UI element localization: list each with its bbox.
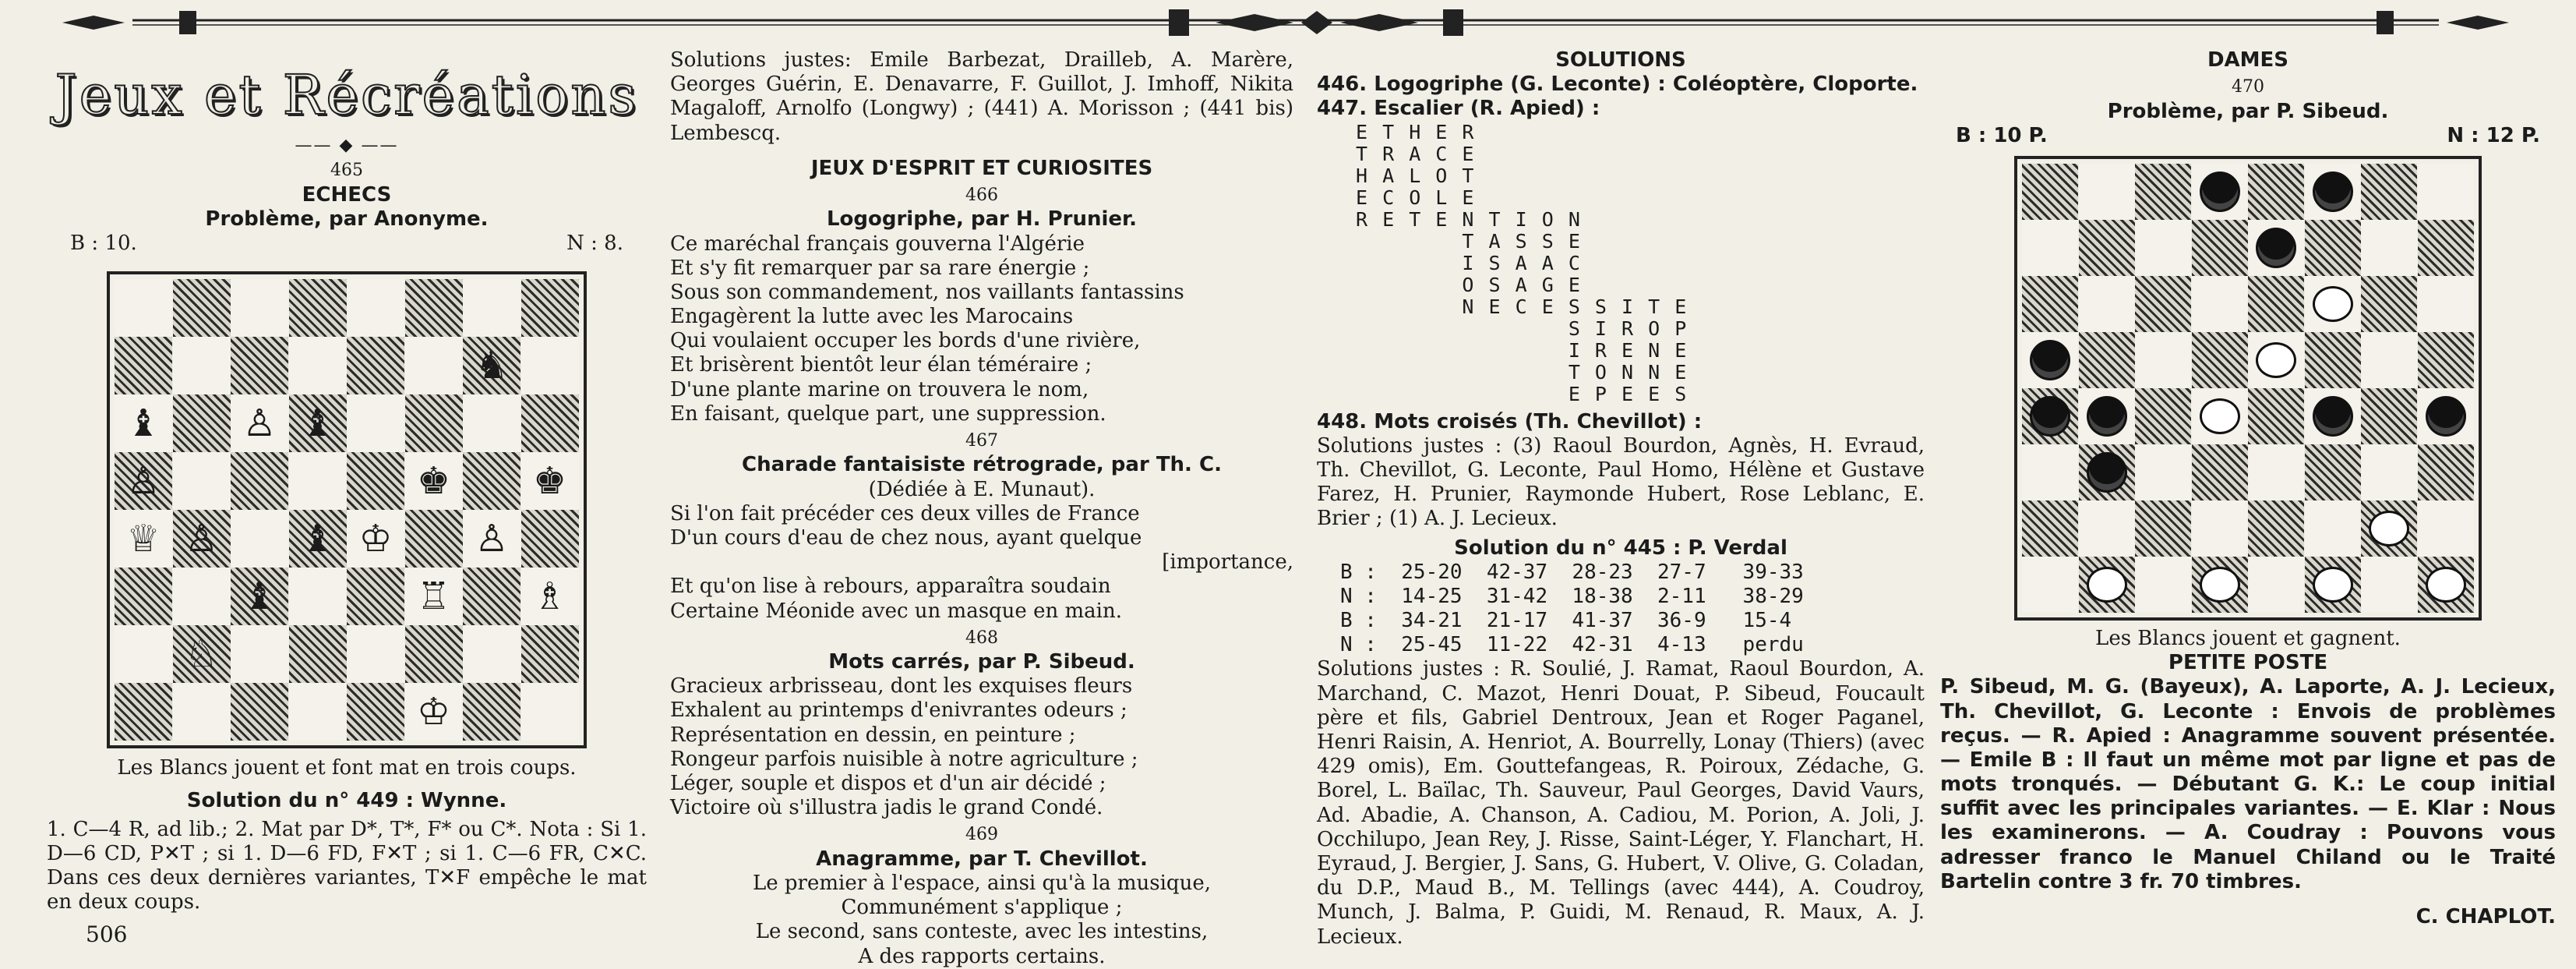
verse-line: Engagèrent la lutte avec les Marocains [670,305,1074,329]
solution-447-title: 447. Escalier (R. Apied) : [1317,97,1600,121]
solution-448-title: 448. Mots croisés (Th. Chevillot) : [1317,409,1703,433]
chess-piece: ♝ [126,401,161,445]
checkers-square [2022,276,2078,332]
board-caption: Les Blancs jouent et gagnent. [2095,626,2401,650]
solution-445-title: Solution du n° 445 : P. Verdal [1454,536,1787,560]
problem-title: Problème, par Anonyme. [205,207,489,231]
chess-piece: ♔ [358,516,393,561]
puzzle-number: 466 [965,185,998,205]
checkers-square [2079,444,2135,500]
chess-square [521,279,579,337]
checkers-square [2361,388,2417,444]
checkers-square [2022,500,2078,557]
checkers-square [2248,557,2304,613]
checkers-square [2135,500,2191,557]
black-checker [2256,228,2296,268]
chess-square [115,279,172,337]
puzzle-verse [670,502,1293,624]
checkers-square [2022,444,2078,500]
verse-line: Et s'y fit remarquer par sa rare énergie ; [670,256,1090,280]
white-piece-count: B : 10 P. [1956,123,2048,147]
chess-square [405,394,463,452]
chess-square [405,279,463,337]
verse-line: D'une plante marine on trouvera le nom, [670,377,1089,401]
checkers-square [2248,276,2304,332]
chess-square [289,568,347,625]
white-piece-count: B : 10. [70,232,137,256]
chess-piece: ♙ [242,401,277,445]
checkers-square [2418,164,2474,220]
white-checker [2256,342,2296,378]
checkers-square [2192,444,2248,500]
black-checker [2313,396,2353,437]
checkers-square [2418,557,2474,613]
checkers-square [2248,220,2304,276]
checkers-square [2248,388,2304,444]
chess-square [463,625,520,683]
checkers-square [2022,388,2078,444]
chess-square [347,625,404,683]
chess-piece: ♙ [475,516,509,561]
black-checker [2087,452,2127,493]
checkers-square [2022,220,2078,276]
chess-piece: ♙ [184,516,219,561]
chess-square [115,625,172,683]
top-ornament [0,0,2576,47]
checkers-square [2418,500,2474,557]
checkers-square [2192,332,2248,388]
chess-piece: ♝ [300,516,335,561]
chess-square [231,337,288,394]
puzzle-title: Logogriphe, par H. Prunier. [826,207,1138,232]
checkers-square [2135,388,2191,444]
solution-448-text: Solutions justes : (3) Raoul Bourdon, Agnès, H. Evraud, Th. Chevillot, G. Leconte, Paul Homo, Hélène et Gustave Farez, H. Prunier, Raymonde Hubert, Rose Leblanc, E. Brier ; (1) A. J. Lecieux. [1317,433,1925,531]
verse-line: D'un cours d'eau de chez nous, ayant quelque [670,525,1142,550]
verse-line: Qui voulaient occuper les bords d'une rivière, [670,329,1141,353]
chess-square [521,452,579,510]
checkers-square [2079,276,2135,332]
chess-square [463,337,520,394]
checkers-square [2079,500,2135,557]
checkers-square [2135,164,2191,220]
chess-piece: ♔ [416,689,451,734]
checkers-square [2305,276,2361,332]
board-caption: Les Blancs jouent et font mat en trois coups. [117,756,577,780]
chess-piece: ♞ [475,343,509,387]
chess-square [231,279,288,337]
checkers-square [2192,557,2248,613]
checkers-square [2305,444,2361,500]
chess-square [463,394,520,452]
chess-square [521,683,579,741]
black-piece-count: N : 8. [566,232,623,256]
checkers-square [2248,444,2304,500]
column-checkers [1940,48,2556,929]
chess-piece: ♝ [300,401,335,445]
black-piece-count: N : 12 P. [2447,123,2540,147]
verse-line: Rongeur parfois nuisible à notre agriculture ; [670,747,1138,771]
chess-square [521,510,579,568]
puzzle-title: Anagramme, par T. Chevillot. [816,847,1148,871]
chess-square [289,337,347,394]
checkers-square [2418,444,2474,500]
chess-square [463,279,520,337]
checkers-square [2418,388,2474,444]
white-checker [2313,286,2353,322]
checkers-square [2248,332,2304,388]
chess-square [347,683,404,741]
chess-piece: ♗ [532,574,567,618]
signature: C. CHAPLOT. [2415,905,2556,929]
white-checker [2200,567,2240,603]
checkers-square [2135,276,2191,332]
section-heading: SOLUTIONS [1555,48,1686,72]
verse-line: Communément s'applique ; [841,896,1123,920]
checkers-square [2079,557,2135,613]
solutions-justes: Solutions justes: Emile Barbezat, Drailleb, A. Marère, Georges Guérin, E. Denavarre, F. Guillot, J. Imhoff, Nikita Magaloff, Arnolfo (Longwy) ; (441) A. Morisson ; (441 bis) Lembescq. [670,48,1293,145]
checkers-square [2022,332,2078,388]
puzzle-number: 467 [965,431,998,451]
chess-square [173,452,231,510]
column-puzzles [670,48,1293,969]
chess-square [289,510,347,568]
checkers-square [2079,388,2135,444]
chess-square [289,625,347,683]
verse-line: [importance, [1162,550,1293,575]
problem-title: Problème, par P. Sibeud. [2107,99,2389,123]
chess-square [521,337,579,394]
black-checker [2087,396,2127,437]
chess-piece: ♚ [532,458,567,503]
chess-square [347,568,404,625]
verse-line: Exhalent au printemps d'enivrantes odeurs ; [670,698,1127,723]
verse-line: Gracieux arbrisseau, dont les exquises fleurs [670,674,1133,698]
chess-square [115,394,172,452]
verse-line: Sous son commandement, nos vaillants fantassins [670,280,1184,304]
page-title: Jeux et Récréations [55,63,639,127]
chess-square [173,510,231,568]
checkers-square [2022,164,2078,220]
verse-line: Léger, souple et dispos et d'un air décidé ; [670,772,1106,796]
puzzle-dedication: (Dédiée à E. Munaut). [868,477,1096,501]
black-checker [2200,172,2240,212]
verse-line: Et qu'on lise à rebours, apparaîtra soudain [670,575,1111,599]
verse-line: Le second, sans conteste, avec les intestins, [755,920,1209,944]
chess-square [347,452,404,510]
checkers-board [2014,156,2482,621]
checkers-square [2305,220,2361,276]
chess-square [173,625,231,683]
checkers-square [2418,276,2474,332]
verse-line: Représentation en dessin, en peinture ; [670,723,1076,747]
puzzle-number: 468 [965,628,998,648]
verse-line: Et brisèrent bientôt leur élan téméraire ; [670,353,1092,377]
chess-square [463,568,520,625]
black-checker [2030,396,2070,437]
chess-square [521,394,579,452]
checkers-square [2305,164,2361,220]
chess-square [231,394,288,452]
poste-text: P. Sibeud, M. G. (Bayeux), A. Laporte, A. J. Lecieux, Th. Chevillot, G. Leconte : Envois de problèmes reçus. — R. Apied : Anagramme souvent présentée. — Emile B : Il faut un même mot par ligne et pas de mots tronqués. — Débutant G. K.: Le coup initial suffit avec les principales variantes. — E. Klar : Nous les examinerons. — A. Coudray : Pouvons vous adresser franco le Manuel Chiland ou le Traité Bartelin contre 3 fr. 70 timbres. [1940,675,2556,893]
chess-piece: ♖ [416,574,451,618]
chess-square [173,683,231,741]
solution-445-names: Solutions justes : R. Soulié, J. Ramat, Raoul Bourdon, A. Marchand, C. Mazot, Henri Douat, P. Sibeud, Foucault père et fils, Gabriel Dentroux, Jean et Roger Paganel, Henri Raisin, A. Henriot, A. Bourrelly, Lonay (Thiers) (avec 429 omis), Em. Gouttefangeas, R. Poiroux, Zédache, G. Borel, L. Baïlac, Th. Sauveur, Paul Georges, David Vaurs, Ad. Abadie, A. Chanson, A. Cadiou, M. Porion, A. Joli, J. Occhilupo, Jean Rey, J. Risse, Saint-Léger, Y. Flanchart, H. Eyraud, J. Bergier, J. Sans, G. Hubert, V. Olive, G. Coladan, du D.P., Maud B., M. Tellings (avec 444), A. Coudroy, Munch, J. Balma, P. Guidi, M. Renaud, R. Maux, A. J. Lecieux. [1317,657,1925,949]
verse-line: En faisant, quelque part, une suppression. [670,401,1106,426]
title-ornament: —— ◆ —— [295,136,399,155]
chess-square [231,452,288,510]
white-checker [2200,398,2240,434]
chess-square [405,568,463,625]
chess-square [463,683,520,741]
puzzle-number: 469 [965,825,998,845]
chess-piece: ♕ [126,516,161,561]
solution-445-moves: B : 25-20 42-37 28-23 27-7 39-33 N : 14-25 31-42 18-38 2-11 38-29 B : 34-21 21-17 41-37 36-9 15-4 N : 25-45 11-22 42-31 4-13 perdu [1340,560,1804,657]
puzzle-title: Mots carrés, par P. Sibeud. [828,650,1135,674]
chess-square [231,625,288,683]
checkers-square [2135,444,2191,500]
verse-line: Si l'on fait précéder ces deux villes de France [670,501,1140,525]
chess-square [115,510,172,568]
chess-square [405,510,463,568]
checkers-square [2361,332,2417,388]
puzzle-verse [670,674,1293,820]
chess-square [521,625,579,683]
chess-board [107,271,587,748]
chess-square [231,568,288,625]
chess-square [347,279,404,337]
verse-line: Le premier à l'espace, ainsi qu'à la musique, [753,872,1211,895]
solution-title: Solution du n° 449 : Wynne. [186,788,507,812]
checkers-square [2305,557,2361,613]
chess-square [289,683,347,741]
chess-square [231,683,288,741]
chess-piece: ♘ [184,631,219,676]
checkers-square [2361,444,2417,500]
chess-piece: ♙ [126,458,161,503]
chess-square [463,452,520,510]
problem-number: 465 [330,161,363,181]
puzzle-verse [670,872,1293,969]
solution-text: 1. C—4 R, ad lib.; 2. Mat par D*, T*, F* ou C*. Nota : Si 1. D—6 CD, P✕T ; si 1. D—6 FD, F✕T ; si 1. C—6 FR, C✕C. Dans ces deux dernières variantes, T✕F empêche le mat en deux coups. [47,817,647,914]
checkers-square [2305,500,2361,557]
checkers-square [2248,164,2304,220]
chess-square [405,625,463,683]
section-heading: DAMES [2207,48,2289,72]
checkers-square [2192,500,2248,557]
chess-square [347,510,404,568]
section-heading: ECHECS [302,182,392,207]
chess-square [347,394,404,452]
verse-line: Ce maréchal français gouverna l'Algérie [670,232,1085,256]
escalier-grid: E T H E R T R A C E H A L O T E C O L E R E T E N T I O N T A S S E I S A A C O S A G E N E C E S S I T E S I R O P I R E N E T O N N E E P E E S [1356,120,1689,405]
column-chess [47,48,647,914]
chess-square [347,337,404,394]
checkers-square [2418,220,2474,276]
black-checker [2030,340,2070,380]
checkers-square [2022,557,2078,613]
checkers-square [2079,332,2135,388]
checkers-square [2079,220,2135,276]
checkers-square [2135,332,2191,388]
chess-square [115,452,172,510]
chess-square [231,510,288,568]
checkers-square [2305,388,2361,444]
page-number: 506 [86,921,128,947]
checkers-square [2361,164,2417,220]
chess-square [115,683,172,741]
chess-square [173,568,231,625]
white-checker [2087,567,2127,603]
chess-square [405,683,463,741]
problem-number: 470 [2232,77,2264,97]
chess-piece: ♚ [416,458,451,503]
chess-square [405,337,463,394]
chess-square [173,394,231,452]
checkers-square [2361,557,2417,613]
chess-square [405,452,463,510]
chess-square [463,510,520,568]
puzzle-title: Charade fantaisiste rétrograde, par Th. C. [742,453,1222,477]
puzzle-verse [670,232,1293,427]
black-checker [2313,172,2353,212]
chess-square [289,394,347,452]
chess-square [173,337,231,394]
checkers-square [2361,276,2417,332]
black-checker [2426,396,2466,437]
section-heading: JEUX D'ESPRIT ET CURIOSITES [810,156,1153,180]
verse-line: Victoire où s'illustra jadis le grand Condé. [670,796,1103,820]
chess-square [115,568,172,625]
checkers-square [2079,164,2135,220]
checkers-square [2135,557,2191,613]
chess-square [289,452,347,510]
checkers-square [2361,500,2417,557]
verse-line: Certaine Méonide avec un masque en main. [670,599,1122,623]
white-checker [2426,567,2466,603]
checkers-square [2192,276,2248,332]
checkers-square [2192,164,2248,220]
chess-square [173,279,231,337]
white-checker [2369,511,2409,546]
checkers-square [2361,220,2417,276]
chess-square [289,279,347,337]
white-checker [2313,567,2353,603]
solution-446: 446. Logogriphe (G. Leconte) : Coléoptère, Cloporte. [1317,72,1918,97]
chess-square [521,568,579,625]
chess-piece: ♝ [242,574,277,618]
checkers-square [2418,332,2474,388]
verse-line: A des rapports certains. [858,944,1106,968]
checkers-square [2305,332,2361,388]
checkers-square [2192,388,2248,444]
column-solutions [1317,48,1925,950]
checkers-square [2192,220,2248,276]
poste-title: PETITE POSTE [2168,651,2328,675]
chess-square [115,337,172,394]
checkers-square [2248,500,2304,557]
checkers-square [2135,220,2191,276]
